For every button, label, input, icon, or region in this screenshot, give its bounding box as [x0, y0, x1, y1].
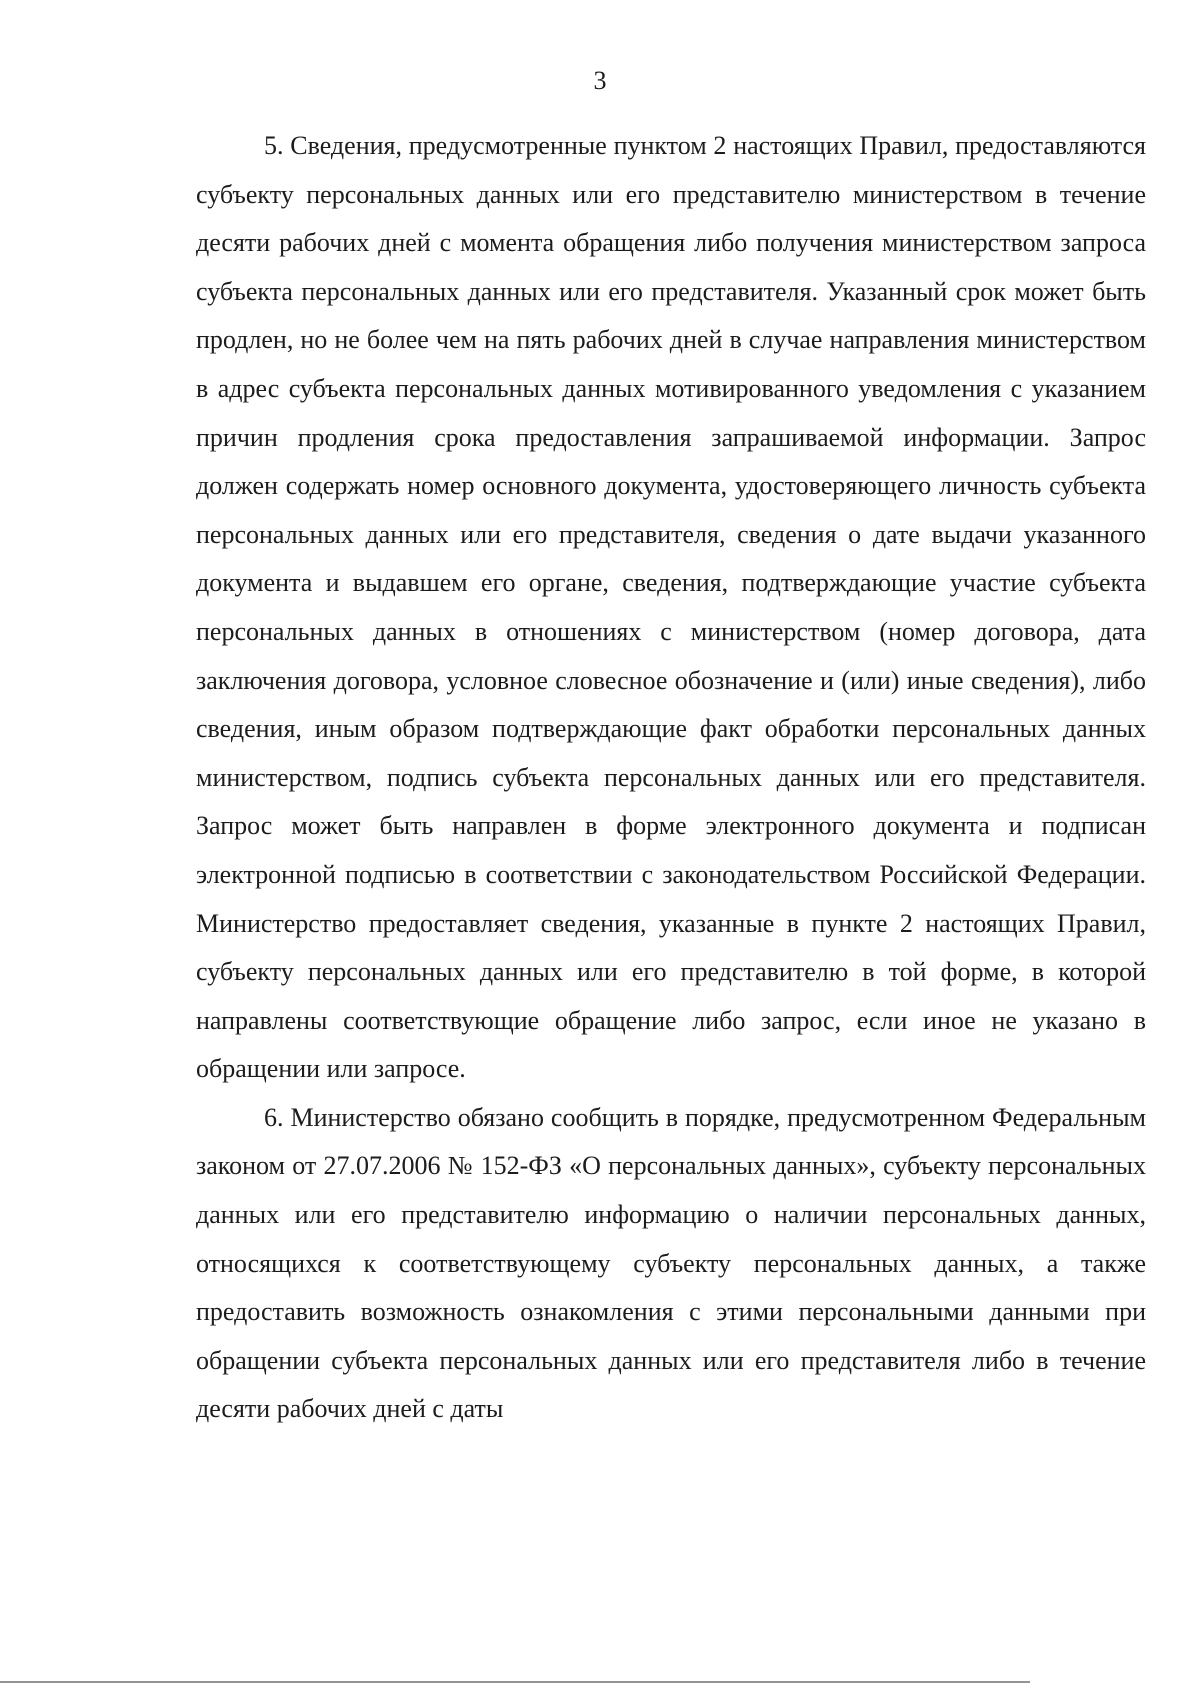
- document-body: [196, 122, 1146, 1434]
- page-number: 3: [593, 66, 607, 95]
- paragraph-5: 5. Сведения, предусмотренные пунктом 2 настоящих Правил, предоставляются субъекту персональных данных или его представителю министерством в течение десяти рабочих дней с момента обращения либо получения министерством запроса субъекта персональных данных или его представителя. Указанный срок может быть продлен, но не более чем на пять рабочих дней в случае направления министерством в адрес субъекта персональных данных мотивированного уведомления с указанием причин продления срока предоставления запрашиваемой информации. Запрос должен содержать номер основного документа, удостоверяющего личность субъекта персональных данных или его представителя, сведения о дате выдачи указанного документа и выдавшем его органе, сведения, подтверждающие участие субъекта персональных данных в отношениях с министерством (номер договора, дата заключения договора, условное словесное обозначение и (или) иные сведения), либо сведения, иным образом подтверждающие факт обработки персональных данных министерством, подпись субъекта персональных данных или его представителя. Запрос может быть направлен в форме электронного документа и подписан электронной подписью в соответствии с законодательством Российской Федерации. Министерство предоставляет сведения, указанные в пункте 2 настоящих Правил, субъекту персональных данных или его представителю в той форме, в которой направлены соответствующие обращение либо запрос, если иное не указано в обращении или запросе.: [196, 131, 1146, 1084]
- paragraph-6: 6. Министерство обязано сообщить в порядке, предусмотренном Федеральным законом от 27.07.2006 № 152-ФЗ «О персональных данных», субъекту персональных данных или его представителю информацию о наличии персональных данных, относящихся к соответствующему субъекту персональных данных, а также предоставить возможность ознакомления с этими персональными данными при обращении субъекта персональных данных или его представителя либо в течение десяти рабочих дней с даты: [196, 1102, 1146, 1424]
- scan-edge-line: [0, 1681, 1030, 1683]
